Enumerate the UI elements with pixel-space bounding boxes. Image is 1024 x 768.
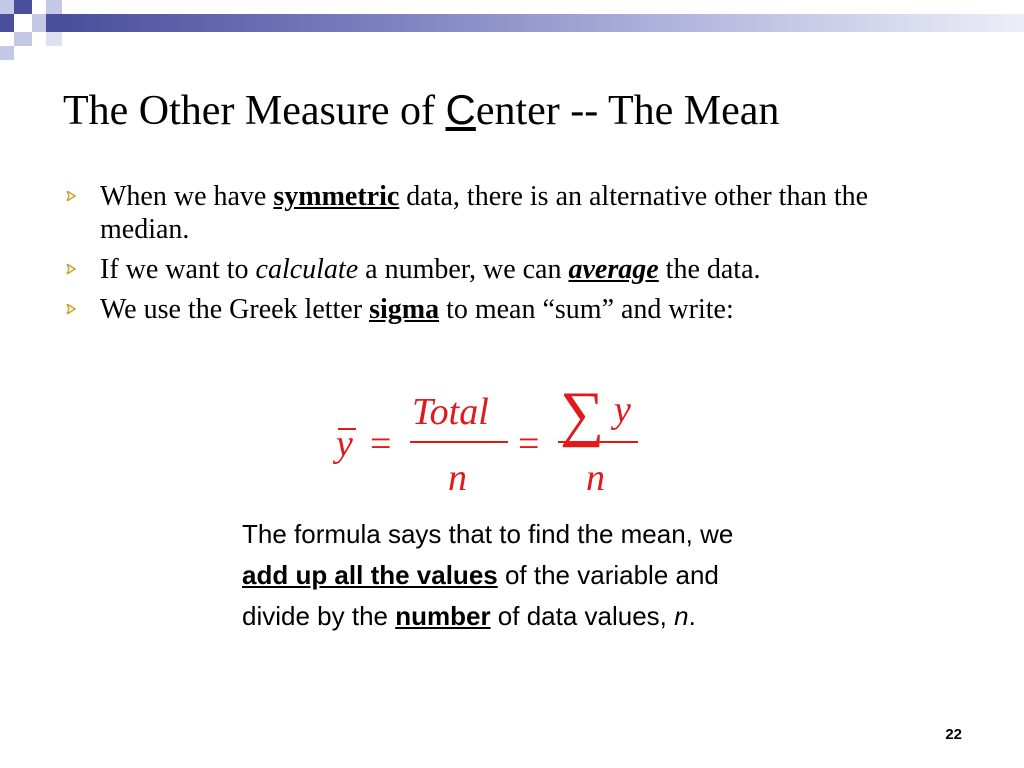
mean-formula	[330, 372, 650, 502]
arrow-bullet-icon	[66, 264, 76, 274]
corner-square-dark-3	[46, 14, 62, 32]
bullet-item-symmetric: When we have symmetric data, there is an alternative other than the median.	[64, 180, 964, 246]
phrase-number: number	[395, 601, 491, 631]
corner-square-light-5	[0, 46, 14, 60]
title-underlined-c: C	[445, 86, 476, 133]
bullet-list	[64, 180, 964, 333]
corner-square-light-6	[46, 32, 62, 46]
variable-n: n	[674, 601, 689, 631]
phrase-add-up-values: add up all the values	[242, 560, 498, 590]
arrow-bullet-icon	[66, 191, 76, 201]
page-number: 22	[945, 726, 962, 743]
term-calculate: calculate	[255, 254, 359, 285]
slide-title: The Other Measure of Center -- The Mean	[63, 86, 780, 134]
corner-square-dark-2	[0, 14, 14, 32]
corner-square-light-4	[14, 32, 32, 46]
corner-square-light-1	[0, 0, 14, 14]
corner-square-light-2	[46, 0, 62, 14]
equals-sign-1: =	[370, 423, 392, 465]
bullet-item-sigma: We use the Greek letter sigma to mean “sum” and write:	[64, 293, 964, 326]
ybar-letter: y	[336, 423, 353, 465]
formula-explanation: The formula says that to find the mean, we add up all the values of the variable and divide by the number of data values, n.	[242, 519, 734, 631]
term-average: average	[568, 254, 659, 285]
header-gradient-bar	[62, 14, 1024, 32]
term-symmetric: symmetric	[273, 181, 400, 212]
denominator-n-1: n	[448, 457, 467, 499]
corner-square-dark-1	[14, 0, 32, 14]
equals-sign-2: =	[518, 423, 540, 465]
bullet-item-calculate: If we want to calculate a number, we can average the data.	[64, 253, 964, 286]
arrow-bullet-icon	[66, 304, 76, 314]
sigma-sum-icon: ∑	[560, 380, 605, 448]
denominator-n-2: n	[586, 457, 605, 499]
numerator-y: y	[614, 389, 631, 431]
term-sigma: sigma	[369, 294, 440, 325]
corner-square-light-3	[32, 14, 46, 32]
numerator-total: Total	[412, 391, 489, 433]
